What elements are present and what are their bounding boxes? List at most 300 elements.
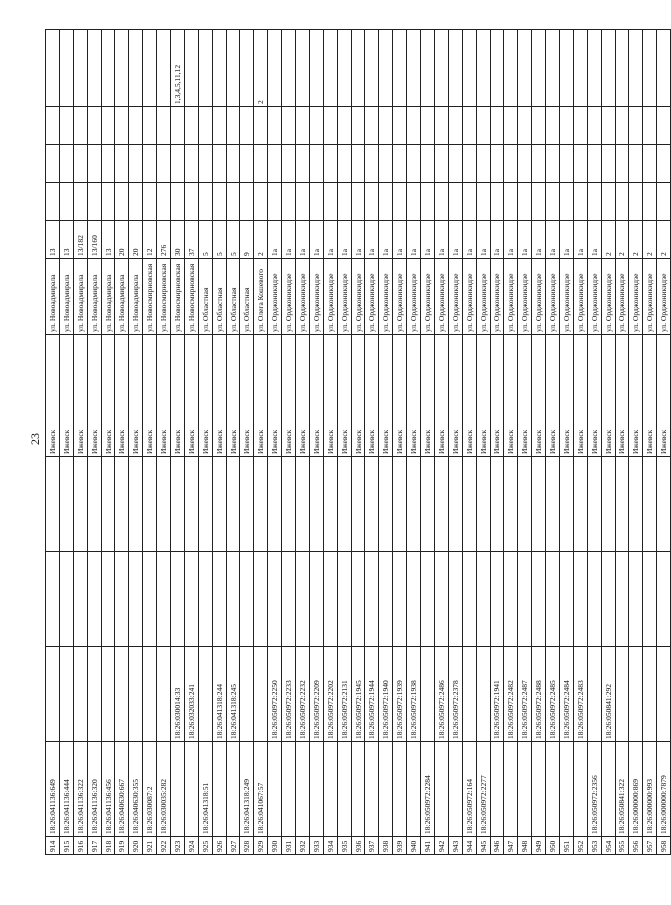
- empty-cell: [559, 552, 573, 647]
- house-cell: 2: [629, 221, 643, 259]
- table-row: [157, 30, 171, 855]
- note-cell: [532, 30, 546, 107]
- row-number: 915: [59, 837, 73, 855]
- note-cell: [476, 30, 490, 107]
- table-row: [226, 30, 240, 855]
- empty-cell: [573, 552, 587, 647]
- cadastral-number-b: 18:26:050972:2232: [296, 647, 310, 742]
- house-cell: 13/160: [87, 221, 101, 259]
- empty-cell: [532, 552, 546, 647]
- street-cell: ул. Орджоникидзе: [504, 259, 518, 335]
- note-cell: [59, 30, 73, 107]
- empty-cell: [46, 552, 60, 647]
- row-number: 918: [101, 837, 115, 855]
- empty-cell: [434, 107, 448, 145]
- table-row: [254, 30, 268, 855]
- cadastral-number-b: 18:26:050972:2488: [532, 647, 546, 742]
- empty-cell: [434, 457, 448, 552]
- note-cell: [462, 30, 476, 107]
- house-cell: 1а: [546, 221, 560, 259]
- house-cell: 1а: [365, 221, 379, 259]
- empty-cell: [143, 457, 157, 552]
- cadastral-number-b: 18:26:050972:2131: [337, 647, 351, 742]
- cadastral-number-b: 18:26:032033:241: [184, 647, 198, 742]
- empty-cell: [601, 145, 615, 183]
- house-cell: 5: [212, 221, 226, 259]
- house-cell: 1а: [504, 221, 518, 259]
- empty-cell: [393, 457, 407, 552]
- empty-cell: [309, 145, 323, 183]
- cadastral-number-b: 18:26:050972:2233: [282, 647, 296, 742]
- empty-cell: [254, 457, 268, 552]
- empty-cell: [379, 457, 393, 552]
- house-cell: 1а: [532, 221, 546, 259]
- empty-cell: [296, 457, 310, 552]
- street-cell: ул. Новоадмирала: [73, 259, 87, 335]
- empty-cell: [337, 457, 351, 552]
- city-cell: Ижевск: [532, 335, 546, 457]
- row-number: 926: [212, 837, 226, 855]
- empty-cell: [518, 107, 532, 145]
- table-row: [101, 30, 115, 855]
- note-cell: [518, 30, 532, 107]
- empty-cell: [657, 183, 671, 221]
- cadastral-number-a: [532, 742, 546, 837]
- empty-cell: [379, 183, 393, 221]
- street-cell: ул. Орджоникидзе: [601, 259, 615, 335]
- registry-table: [45, 29, 671, 855]
- empty-cell: [657, 457, 671, 552]
- cadastral-number-a: 18:26:000000:869: [629, 742, 643, 837]
- empty-cell: [240, 552, 254, 647]
- empty-cell: [296, 183, 310, 221]
- cadastral-number-b: [157, 647, 171, 742]
- house-cell: 1а: [587, 221, 601, 259]
- empty-cell: [129, 107, 143, 145]
- note-cell: [434, 30, 448, 107]
- empty-cell: [309, 552, 323, 647]
- city-cell: Ижевск: [115, 335, 129, 457]
- row-number: 950: [546, 837, 560, 855]
- empty-cell: [254, 145, 268, 183]
- empty-cell: [504, 107, 518, 145]
- city-cell: Ижевск: [601, 335, 615, 457]
- empty-cell: [643, 457, 657, 552]
- empty-cell: [101, 457, 115, 552]
- empty-cell: [240, 107, 254, 145]
- house-cell: 1а: [407, 221, 421, 259]
- note-cell: [546, 30, 560, 107]
- table-row: [629, 30, 643, 855]
- city-cell: Ижевск: [657, 335, 671, 457]
- note-cell: [365, 30, 379, 107]
- empty-cell: [587, 107, 601, 145]
- empty-cell: [546, 107, 560, 145]
- empty-cell: [226, 183, 240, 221]
- house-cell: 1а: [351, 221, 365, 259]
- empty-cell: [226, 107, 240, 145]
- cadastral-number-a: [282, 742, 296, 837]
- cadastral-number-a: 18:26:000000:993: [643, 742, 657, 837]
- empty-cell: [115, 183, 129, 221]
- street-cell: ул. Новоадмирала: [87, 259, 101, 335]
- empty-cell: [448, 145, 462, 183]
- note-cell: [657, 30, 671, 107]
- row-number: 934: [323, 837, 337, 855]
- street-cell: ул. Орджоникидзе: [546, 259, 560, 335]
- empty-cell: [282, 183, 296, 221]
- cadastral-number-b: [587, 647, 601, 742]
- empty-cell: [365, 145, 379, 183]
- empty-cell: [629, 183, 643, 221]
- city-cell: Ижевск: [282, 335, 296, 457]
- cadastral-number-b: 18:26:041318:245: [226, 647, 240, 742]
- note-cell: [240, 30, 254, 107]
- city-cell: Ижевск: [212, 335, 226, 457]
- empty-cell: [184, 457, 198, 552]
- empty-cell: [421, 145, 435, 183]
- cadastral-number-a: [212, 742, 226, 837]
- row-number: 949: [532, 837, 546, 855]
- empty-cell: [365, 183, 379, 221]
- house-cell: 1а: [379, 221, 393, 259]
- empty-cell: [573, 457, 587, 552]
- table-row: [212, 30, 226, 855]
- empty-cell: [87, 457, 101, 552]
- note-cell: [268, 30, 282, 107]
- empty-cell: [129, 552, 143, 647]
- cadastral-number-b: 18:26:050972:2209: [309, 647, 323, 742]
- note-cell: [73, 30, 87, 107]
- cadastral-number-b: [476, 647, 490, 742]
- cadastral-number-a: 18:26:040630:667: [115, 742, 129, 837]
- empty-cell: [504, 552, 518, 647]
- row-number: 939: [393, 837, 407, 855]
- city-cell: Ижевск: [101, 335, 115, 457]
- cadastral-number-a: [351, 742, 365, 837]
- empty-cell: [504, 145, 518, 183]
- empty-cell: [226, 457, 240, 552]
- empty-cell: [657, 552, 671, 647]
- note-cell: [282, 30, 296, 107]
- house-cell: 1а: [462, 221, 476, 259]
- cadastral-number-a: [434, 742, 448, 837]
- empty-cell: [59, 107, 73, 145]
- empty-cell: [532, 457, 546, 552]
- empty-cell: [337, 107, 351, 145]
- row-number: 957: [643, 837, 657, 855]
- note-cell: [309, 30, 323, 107]
- street-cell: ул. Новоадмирала: [129, 259, 143, 335]
- row-number: 941: [421, 837, 435, 855]
- house-cell: 1а: [573, 221, 587, 259]
- house-cell: 1а: [268, 221, 282, 259]
- empty-cell: [87, 107, 101, 145]
- empty-cell: [587, 145, 601, 183]
- street-cell: ул. Новосмирновская: [143, 259, 157, 335]
- street-cell: ул. Орджоникидзе: [615, 259, 629, 335]
- street-cell: ул. Новоадмирала: [101, 259, 115, 335]
- house-cell: 1а: [296, 221, 310, 259]
- house-cell: 1а: [309, 221, 323, 259]
- empty-cell: [268, 145, 282, 183]
- note-cell: [129, 30, 143, 107]
- empty-cell: [379, 107, 393, 145]
- table-row: [643, 30, 657, 855]
- row-number: 940: [407, 837, 421, 855]
- city-cell: Ижевск: [129, 335, 143, 457]
- table-row: [309, 30, 323, 855]
- house-cell: 5: [226, 221, 240, 259]
- empty-cell: [490, 183, 504, 221]
- empty-cell: [73, 107, 87, 145]
- table-row: [407, 30, 421, 855]
- empty-cell: [532, 107, 546, 145]
- street-cell: ул. Орджоникидзе: [559, 259, 573, 335]
- empty-cell: [198, 107, 212, 145]
- empty-cell: [212, 145, 226, 183]
- row-number: 948: [518, 837, 532, 855]
- table-row: [546, 30, 560, 855]
- empty-cell: [323, 552, 337, 647]
- table-row: [87, 30, 101, 855]
- empty-cell: [46, 107, 60, 145]
- cadastral-number-a: [573, 742, 587, 837]
- empty-cell: [143, 552, 157, 647]
- empty-cell: [101, 145, 115, 183]
- empty-cell: [184, 145, 198, 183]
- cadastral-number-b: [73, 647, 87, 742]
- empty-cell: [129, 457, 143, 552]
- row-number: 916: [73, 837, 87, 855]
- note-cell: [87, 30, 101, 107]
- empty-cell: [226, 552, 240, 647]
- empty-cell: [129, 145, 143, 183]
- empty-cell: [421, 183, 435, 221]
- table-row: [184, 30, 198, 855]
- table-row: [559, 30, 573, 855]
- empty-cell: [573, 145, 587, 183]
- empty-cell: [587, 183, 601, 221]
- cadastral-number-b: 18:26:041318:244: [212, 647, 226, 742]
- note-cell: [296, 30, 310, 107]
- empty-cell: [407, 145, 421, 183]
- house-cell: 30: [171, 221, 185, 259]
- row-number: 945: [476, 837, 490, 855]
- row-number: 953: [587, 837, 601, 855]
- empty-cell: [657, 145, 671, 183]
- street-cell: ул. Орджоникидзе: [518, 259, 532, 335]
- house-cell: 13: [59, 221, 73, 259]
- cadastral-number-a: 18:26:050972:2277: [476, 742, 490, 837]
- city-cell: Ижевск: [559, 335, 573, 457]
- empty-cell: [407, 552, 421, 647]
- empty-cell: [309, 107, 323, 145]
- empty-cell: [476, 107, 490, 145]
- city-cell: Ижевск: [59, 335, 73, 457]
- empty-cell: [629, 107, 643, 145]
- cadastral-number-b: [421, 647, 435, 742]
- cadastral-number-b: [629, 647, 643, 742]
- table-row: [462, 30, 476, 855]
- empty-cell: [184, 183, 198, 221]
- note-cell: [421, 30, 435, 107]
- house-cell: 1а: [282, 221, 296, 259]
- empty-cell: [476, 145, 490, 183]
- row-number: 929: [254, 837, 268, 855]
- empty-cell: [587, 457, 601, 552]
- note-cell: [323, 30, 337, 107]
- row-number: 917: [87, 837, 101, 855]
- table-row: [240, 30, 254, 855]
- house-cell: 37: [184, 221, 198, 259]
- cadastral-number-a: 18:26:041136:649: [46, 742, 60, 837]
- empty-cell: [101, 552, 115, 647]
- street-cell: ул. Орджоникидзе: [407, 259, 421, 335]
- house-cell: 13: [101, 221, 115, 259]
- house-cell: 13: [46, 221, 60, 259]
- cadastral-number-a: 18:26:050972:2356: [587, 742, 601, 837]
- empty-cell: [351, 457, 365, 552]
- empty-cell: [629, 552, 643, 647]
- empty-cell: [421, 107, 435, 145]
- cadastral-number-b: [59, 647, 73, 742]
- empty-cell: [518, 552, 532, 647]
- cadastral-number-a: 18:26:041318:249: [240, 742, 254, 837]
- empty-cell: [462, 457, 476, 552]
- street-cell: ул. Орджоникидзе: [434, 259, 448, 335]
- street-cell: ул. Орджоникидзе: [296, 259, 310, 335]
- cadastral-number-b: 18:26:050972:1945: [351, 647, 365, 742]
- empty-cell: [226, 145, 240, 183]
- row-number: 925: [198, 837, 212, 855]
- empty-cell: [407, 457, 421, 552]
- empty-cell: [434, 552, 448, 647]
- cadastral-number-a: 18:26:040630:355: [129, 742, 143, 837]
- empty-cell: [351, 552, 365, 647]
- empty-cell: [268, 552, 282, 647]
- cadastral-number-a: [601, 742, 615, 837]
- city-cell: Ижевск: [434, 335, 448, 457]
- row-number: 935: [337, 837, 351, 855]
- empty-cell: [46, 145, 60, 183]
- empty-cell: [198, 145, 212, 183]
- house-cell: 1а: [518, 221, 532, 259]
- empty-cell: [254, 107, 268, 145]
- city-cell: Ижевск: [309, 335, 323, 457]
- empty-cell: [476, 183, 490, 221]
- empty-cell: [601, 107, 615, 145]
- cadastral-number-b: 18:26:030014:33: [171, 647, 185, 742]
- empty-cell: [434, 183, 448, 221]
- city-cell: Ижевск: [462, 335, 476, 457]
- empty-cell: [393, 145, 407, 183]
- note-cell: [573, 30, 587, 107]
- city-cell: Ижевск: [504, 335, 518, 457]
- city-cell: Ижевск: [198, 335, 212, 457]
- empty-cell: [615, 145, 629, 183]
- city-cell: Ижевск: [546, 335, 560, 457]
- table-row: [573, 30, 587, 855]
- city-cell: Ижевск: [254, 335, 268, 457]
- city-cell: Ижевск: [407, 335, 421, 457]
- empty-cell: [87, 145, 101, 183]
- empty-cell: [573, 183, 587, 221]
- registry-table-container: [45, 30, 669, 855]
- cadastral-number-a: [309, 742, 323, 837]
- street-cell: ул. Новоадмирала: [46, 259, 60, 335]
- note-cell: [351, 30, 365, 107]
- empty-cell: [73, 183, 87, 221]
- cadastral-number-a: [379, 742, 393, 837]
- empty-cell: [157, 145, 171, 183]
- empty-cell: [59, 183, 73, 221]
- empty-cell: [46, 183, 60, 221]
- empty-cell: [615, 552, 629, 647]
- house-cell: 2: [615, 221, 629, 259]
- cadastral-number-a: 18:26:050972:164: [462, 742, 476, 837]
- empty-cell: [46, 457, 60, 552]
- cadastral-number-a: [337, 742, 351, 837]
- row-number: 923: [171, 837, 185, 855]
- cadastral-number-b: 18:26:050972:1938: [407, 647, 421, 742]
- city-cell: Ижевск: [226, 335, 240, 457]
- house-cell: 2: [643, 221, 657, 259]
- note-cell: [198, 30, 212, 107]
- city-cell: Ижевск: [587, 335, 601, 457]
- table-row: [268, 30, 282, 855]
- empty-cell: [532, 183, 546, 221]
- empty-cell: [143, 183, 157, 221]
- note-cell: [407, 30, 421, 107]
- empty-cell: [421, 457, 435, 552]
- note-cell: [212, 30, 226, 107]
- house-cell: 2: [601, 221, 615, 259]
- note-cell: [143, 30, 157, 107]
- empty-cell: [379, 145, 393, 183]
- empty-cell: [365, 457, 379, 552]
- street-cell: ул. Орджоникидзе: [337, 259, 351, 335]
- empty-cell: [657, 107, 671, 145]
- empty-cell: [73, 457, 87, 552]
- row-number: 954: [601, 837, 615, 855]
- empty-cell: [282, 457, 296, 552]
- house-cell: 1а: [490, 221, 504, 259]
- empty-cell: [601, 457, 615, 552]
- table-row: [434, 30, 448, 855]
- house-cell: 1а: [559, 221, 573, 259]
- empty-cell: [282, 552, 296, 647]
- cadastral-number-b: 18:26:050972:1940: [379, 647, 393, 742]
- table-row: [393, 30, 407, 855]
- cadastral-number-a: 18:26:041067:57: [254, 742, 268, 837]
- house-cell: 2: [657, 221, 671, 259]
- city-cell: Ижевск: [157, 335, 171, 457]
- empty-cell: [240, 145, 254, 183]
- empty-cell: [101, 107, 115, 145]
- empty-cell: [296, 145, 310, 183]
- empty-cell: [546, 457, 560, 552]
- empty-cell: [198, 183, 212, 221]
- table-row: [379, 30, 393, 855]
- empty-cell: [615, 183, 629, 221]
- row-number: 947: [504, 837, 518, 855]
- cadastral-number-a: 18:26:050841:322: [615, 742, 629, 837]
- cadastral-number-a: [518, 742, 532, 837]
- empty-cell: [101, 183, 115, 221]
- cadastral-number-a: [296, 742, 310, 837]
- city-cell: Ижевск: [184, 335, 198, 457]
